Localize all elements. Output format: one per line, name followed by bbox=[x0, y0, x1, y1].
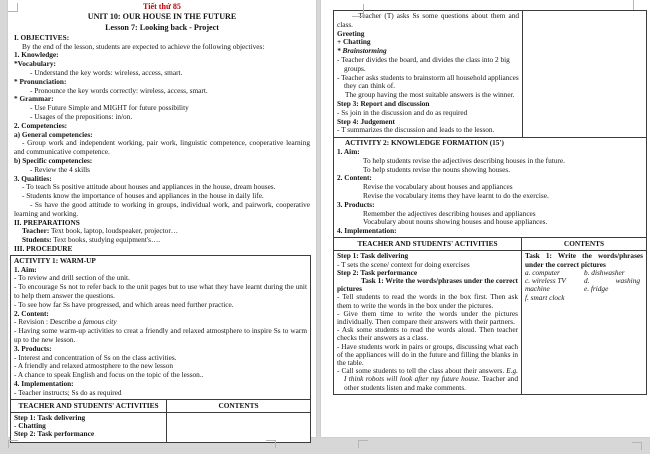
text-line: - Ss have the good attitude to working in groups, individual work, and pairwork, cooperative learning and working. bbox=[14, 200, 310, 218]
text-line: Students: Text books, studying equipment's…. bbox=[22, 235, 161, 245]
activity1-table-continued bbox=[333, 10, 647, 138]
text-line: 1. Aim: bbox=[337, 146, 360, 156]
activity1-table-body bbox=[11, 413, 310, 442]
text-line: - Group work and independent working, pair work, linguistic competence, cooperative learning and communicative competence. bbox=[14, 138, 310, 157]
unit-title: UNIT 10: OUR HOUSE IN THE FUTURE bbox=[87, 12, 237, 22]
objectives-section bbox=[8, 33, 316, 254]
text-line: Vocabulary about nouns showing houses and house appliances. bbox=[363, 217, 548, 227]
text-line: - Use Future Simple and MIGHT for future possibility bbox=[30, 103, 189, 113]
activity2-table-header bbox=[334, 237, 646, 252]
page-corner-mark bbox=[358, 440, 368, 448]
text-line: - Review the 4 skills bbox=[30, 164, 90, 174]
text-line: ACTIVITY 1: WARM-UP bbox=[14, 255, 96, 265]
word-list-row: c. wireless TV d. washing bbox=[525, 276, 640, 286]
text-line: * Pronunciation: bbox=[14, 76, 67, 86]
contents-cell-empty bbox=[523, 11, 646, 137]
text-line: Step 3: Report and discussion bbox=[337, 98, 430, 108]
text-line: - To teach Ss positive attitude about houses and appliances in the house, dream houses. bbox=[22, 182, 276, 192]
text-line: II. PREPARATIONS bbox=[14, 217, 80, 227]
word-list-row: a. computer b. dishwasher bbox=[525, 267, 625, 277]
text-line: * Grammar: bbox=[14, 94, 54, 104]
page-corner-mark bbox=[352, 4, 364, 17]
text-line: * Brainstorming bbox=[337, 46, 387, 56]
text-line: - Teacher asks students to brainstorm all household appliances they can think of. bbox=[337, 72, 519, 91]
text-line: - Understand the key words: wireless, access, smart. bbox=[30, 68, 183, 78]
text-line: - T summarizes the discussion and leads to the lesson. bbox=[337, 125, 495, 135]
text-line: - Have students work in pairs or groups, discussing what each of the appliances will do in the future and filling the blanks in the table. bbox=[337, 341, 518, 368]
text-line: 2. Content: bbox=[14, 308, 49, 318]
page-corner-mark bbox=[8, 440, 18, 448]
word-list-row: f. smart clock bbox=[525, 292, 565, 302]
activity1-table bbox=[10, 255, 311, 443]
activities-cell bbox=[11, 413, 167, 442]
text-line: Step 2: Task performance bbox=[14, 429, 95, 439]
text-line: 2. Content: bbox=[337, 173, 372, 183]
text-line: 1. Knowledge: bbox=[14, 50, 59, 60]
text-line: - Ask some students to read the words aloud. Then teacher checks their answers as a class. bbox=[337, 325, 518, 343]
text-line: - Teacher (T) asks Ss some questions about them and class. bbox=[337, 11, 519, 29]
text-line: 1. Aim: bbox=[14, 264, 37, 274]
text-line: Task 1: Write the words/phrases under the correct pictures bbox=[337, 276, 518, 294]
activity1-table-header bbox=[11, 399, 310, 414]
text-line: Remember the adjectives describing houses and appliances bbox=[363, 208, 536, 218]
text-line: - Pronounce the key words correctly: wireless, access, smart. bbox=[30, 85, 208, 95]
text-line: By the end of the lesson, students are expected to achieve the following objectives: bbox=[22, 41, 265, 51]
word-list-row: machine e. fridge bbox=[525, 284, 609, 294]
page-2[interactable] bbox=[321, 0, 650, 437]
text-line: Revise the vocabulary items they have learnt to do the exercise. bbox=[363, 190, 549, 200]
task1-title bbox=[525, 252, 643, 268]
contents-column-header: CONTENTS bbox=[563, 239, 605, 249]
activities-cell bbox=[334, 251, 522, 393]
text-line: To help students revise the adjectives describing houses in the future. bbox=[363, 155, 565, 165]
text-line: - T sets the scene/ context for doing exercises bbox=[337, 259, 470, 269]
text-line: a) General competencies: bbox=[14, 129, 93, 139]
text-line: - Ss join in the discussion and do as required bbox=[337, 107, 468, 117]
text-line: To help students revise the nouns showing houses. bbox=[363, 164, 511, 174]
text-line: - To see how far Ss have progressed, and which areas need further practice. bbox=[14, 299, 234, 309]
text-line: 3. Products: bbox=[337, 199, 375, 209]
word-list bbox=[525, 269, 643, 302]
document-header bbox=[8, 0, 316, 33]
text-line: Teacher: Text book, laptop, loudspeaker, projector… bbox=[22, 226, 179, 236]
text-line: Greeting bbox=[337, 28, 365, 38]
text-line: - Usages of the prepositions: in/on. bbox=[30, 112, 133, 122]
text-line: Step 1: Task delivering bbox=[337, 251, 409, 261]
text-line: 2. Competencies: bbox=[14, 120, 68, 130]
text-line: Step 4: Judgement bbox=[337, 116, 395, 126]
text-line: Revise the vocabulary about houses and appliances bbox=[363, 182, 513, 192]
text-line: - To encourage Ss not to refer back to the unit pages but to use what they have learnt during the unit to help them answer the questions. bbox=[14, 282, 307, 300]
text-line: III. PROCEDURE bbox=[14, 244, 73, 254]
text-line: - Having some warm-up activities to creat a friendly and relaxed atmostphere to inspire Ss to warm up to the new lesson. bbox=[14, 326, 307, 344]
text-line: b) Specific competencies: bbox=[14, 156, 93, 166]
contents-cell bbox=[522, 251, 646, 393]
page-corner-mark bbox=[266, 440, 276, 448]
text-line: + Chatting bbox=[337, 37, 371, 47]
text-line: - Give them time to write the words under the pictures individually. Then compare their answers with their partners. bbox=[337, 308, 518, 327]
text-line: - Call some students to tell the class about their answers. E.g. I think robots will look after my future house. Teacher and other students listen and make comments. bbox=[337, 366, 518, 392]
activities-column-header: TEACHER AND STUDENTS' ACTIVITIES bbox=[334, 238, 522, 251]
lesson-period-title: Tiết thứ 85 bbox=[143, 2, 181, 11]
text-line: - Students know the importance of houses and appliances in the house in daily life. bbox=[22, 191, 264, 201]
contents-column-header: CONTENTS bbox=[218, 401, 259, 411]
lesson-title: Lesson 7: Looking back - Project bbox=[105, 22, 219, 32]
text-line: - Revision : Describe a famous city bbox=[14, 317, 117, 327]
contents-cell-empty bbox=[167, 413, 310, 442]
text-line: - A friendly and relaxed atmostphere to the new lesson bbox=[14, 361, 174, 371]
text-line: *Vocabulary: bbox=[14, 59, 56, 69]
text-line: - Chatting bbox=[14, 421, 46, 431]
page-corner-mark bbox=[8, 3, 18, 12]
page-corner-mark bbox=[632, 442, 642, 450]
activity1-description bbox=[11, 256, 310, 399]
activity2-description bbox=[334, 138, 646, 237]
text-line: I. OBJECTIVES: bbox=[14, 32, 70, 42]
text-line: 3. Qualities: bbox=[14, 173, 52, 183]
activity2-table bbox=[333, 137, 647, 395]
text-line: 4. Implementation: bbox=[337, 226, 397, 236]
text-line: - To review and drill section of the unit. bbox=[14, 273, 130, 283]
text-line: 3. Products: bbox=[14, 343, 52, 353]
text-line: The group having the most suitable answers is the winner. bbox=[345, 90, 515, 100]
page-1[interactable] bbox=[8, 0, 316, 437]
activities-column-header: TEACHER AND STUDENTS' ACTIVITIES bbox=[11, 400, 167, 413]
text-line: - Teacher divides the board, and divides the class into 2 big groups. bbox=[337, 54, 510, 73]
text-line: ACTIVITY 2: KNOWLEDGE FORMATION (15') bbox=[345, 138, 504, 148]
text-line: - Teacher instructs; Ss do as required bbox=[14, 387, 122, 397]
text-line: 4. Implementation: bbox=[14, 378, 74, 388]
activity2-table-body bbox=[334, 251, 646, 393]
text-line: Task 1: Write the words/phrases under the correct pictures bbox=[525, 251, 643, 269]
page-corner-mark bbox=[633, 0, 641, 10]
activities-cell bbox=[334, 11, 523, 137]
text-line: - Tell students to read the words in the box first. Then ask them to write the words in the box under the pictures. bbox=[337, 292, 518, 310]
text-line: Step 1: Task delivering bbox=[14, 413, 86, 423]
text-line: Step 2: Task performance bbox=[337, 267, 418, 277]
text-line: - A chance to speak English and focus on the topic of the lesson.. bbox=[14, 370, 204, 380]
text-line: - Interest and concentration of Ss on the class activities. bbox=[14, 352, 177, 362]
